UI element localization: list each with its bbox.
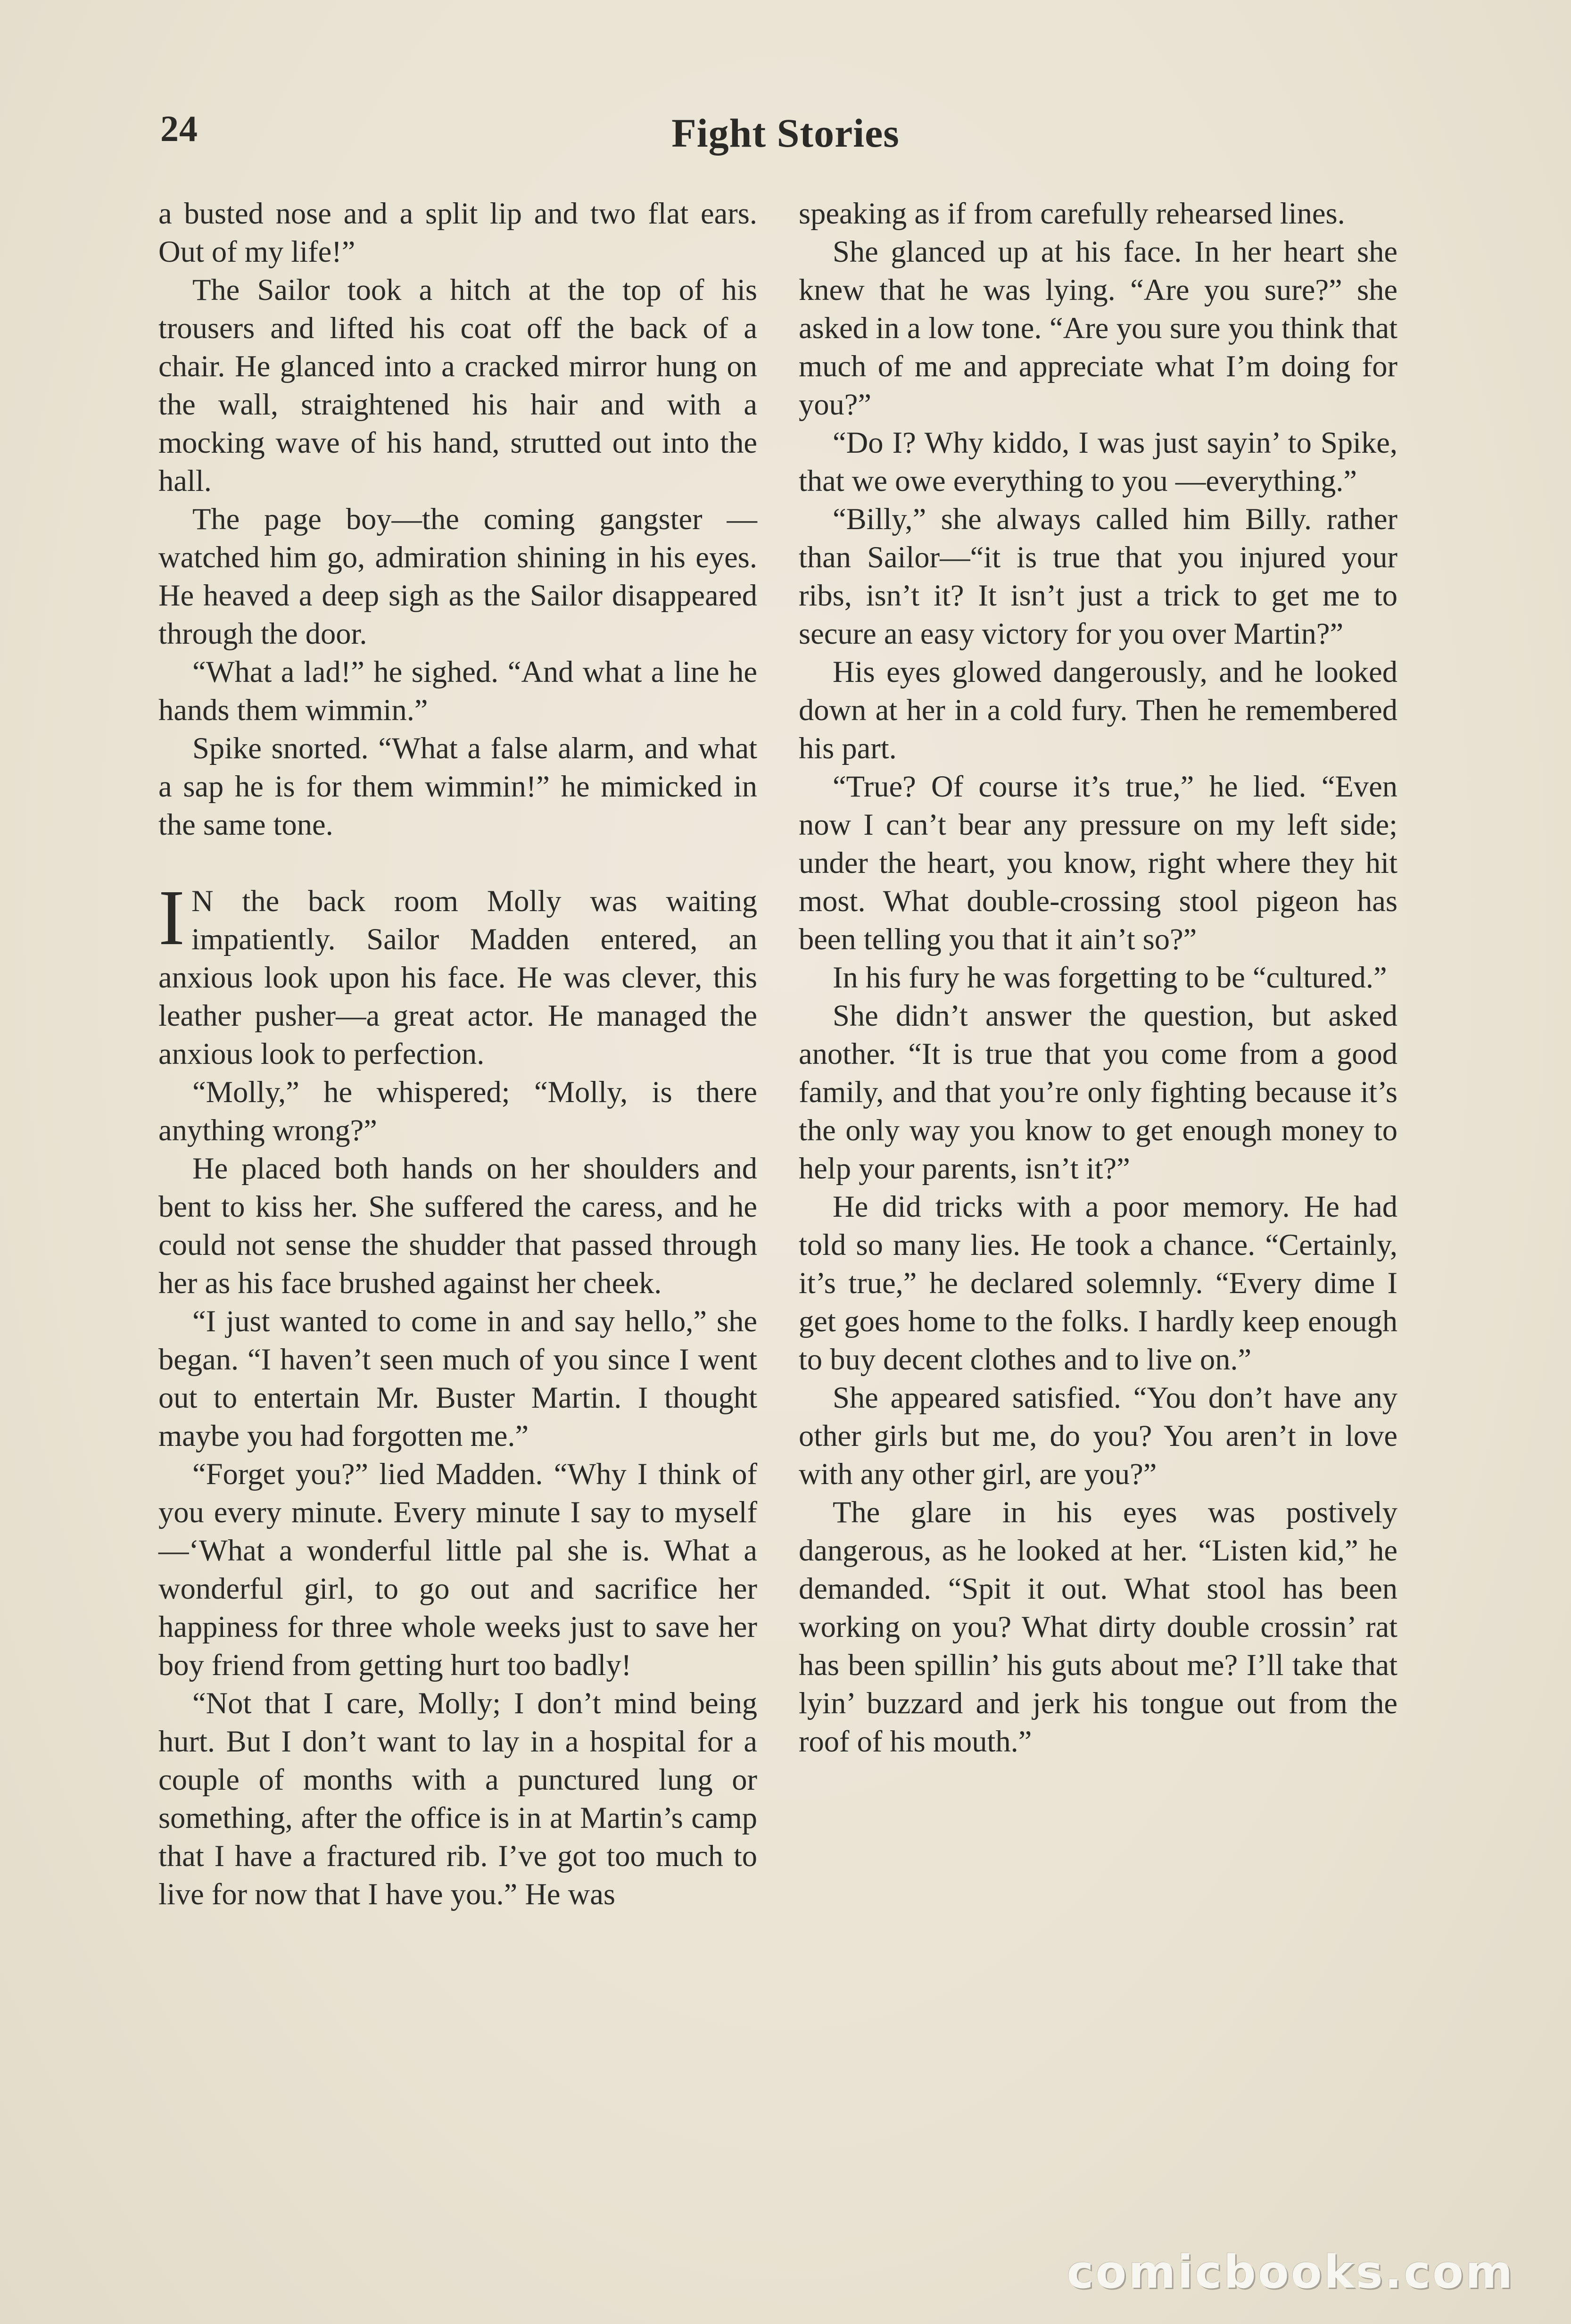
paragraph: She glanced up at his face. In her heart she knew that he was lying. “Are you sure?” she asked in a low tone. “Are you sure you think that much of me and appreciate what I’m doing for you?”: [799, 235, 1397, 421]
paragraph: “Forget you?” lied Madden. “Why I think of you every minute. Every minute I say to myself—‘What a wonderful little pal she is. What a wonderful girl, to go out and sacrifice her happiness for three whole weeks just to save her boy friend from getting hurt too badly!: [158, 1457, 757, 1682]
paragraph: The glare in his eyes was postively dangerous, as he looked at her. “Listen kid,” he demanded. “Spit it out. What stool has been working on you? What dirty double crossin’ rat has been spillin’ his guts about me? I’ll take that lyin’ buzzard and jerk his tongue out from the roof of his mouth.”: [799, 1495, 1397, 1758]
running-head: Fight Stories: [671, 110, 900, 156]
paragraph: He did tricks with a poor memory. He had told so many lies. He took a chance. “Certainly, it’s true,” he declared solemnly. “Every dime I get goes home to the folks. I hardly keep enough to buy decent clothes and to live on.”: [799, 1190, 1397, 1376]
paragraph: In his fury he was forgetting to be “cultured.”: [833, 961, 1387, 994]
left-column: [158, 194, 757, 1913]
section-start-paragraph: [158, 874, 757, 1073]
paragraph: The page boy—the coming gangster —watched him go, admiration shining in his eyes. He heaved a deep sigh as the Sailor disappeared through the door.: [158, 502, 757, 650]
paragraph: “What a lad!” he sighed. “And what a line he hands them wimmin.”: [158, 655, 757, 727]
paragraph: “Molly,” he whispered; “Molly, is there anything wrong?”: [158, 1075, 757, 1147]
paragraph: She didn’t answer the question, but asked another. “It is true that you come from a good family, and that you’re only fighting because it’s the only way you know to get enough money to help your parents, isn’t it?”: [799, 999, 1397, 1185]
paragraph: “Do I? Why kiddo, I was just sayin’ to Spike, that we owe everything to you —everything.”: [799, 426, 1397, 498]
paragraph: She appeared satisfied. “You don’t have any other girls but me, do you? You aren’t in love with any other girl, are you?”: [799, 1381, 1397, 1491]
paragraph: speaking as if from carefully rehearsed lines.: [799, 197, 1345, 230]
section-start-text: N the back room Molly was waiting impatiently. Sailor Madden entered, an anxious look upon his face. He was clever, this leather pusher—a great actor. He managed the anxious look to perfection.: [158, 884, 757, 1071]
watermark-logo: comicbooks.com: [1067, 2246, 1514, 2299]
page-number: 24: [160, 108, 198, 149]
paragraph: “True? Of course it’s true,” he lied. “Even now I can’t bear any pressure on my left side; under the heart, you know, right where they hit most. What double-crossing stool pigeon has been telling you that it ain’t so?”: [799, 770, 1397, 956]
paragraph: Spike snorted. “What a false alarm, and what a sap he is for them wimmin!” he mimicked in the same tone.: [158, 731, 757, 841]
drop-cap: I: [158, 874, 185, 962]
paragraph: His eyes glowed dangerously, and he looked down at her in a cold fury. Then he remembered his part.: [799, 655, 1397, 765]
paragraph: “Not that I care, Molly; I don’t mind being hurt. But I don’t want to lay in a hospital for a couple of months with a punctured lung or something, after the office is in at Martin’s camp that I have a fractured rib. I’ve got too much to live for now that I have you.” He was: [158, 1686, 757, 1911]
paragraph: a busted nose and a split lip and two flat ears. Out of my life!”: [158, 197, 757, 268]
right-column: [799, 194, 1397, 1760]
paragraph: The Sailor took a hitch at the top of his trousers and lifted his coat off the back of a chair. He glanced into a cracked mirror hung on the wall, straightened his hair and with a mocking wave of his hand, strutted out into the hall.: [158, 273, 757, 498]
paragraph: He placed both hands on her shoulders and bent to kiss her. She suffered the caress, and he could not sense the shudder that passed through her as his face brushed against her cheek.: [158, 1152, 757, 1300]
paragraph: “I just wanted to come in and say hello,” she began. “I haven’t seen much of you since I went out to entertain Mr. Buster Martin. I thought maybe you had forgotten me.”: [158, 1304, 757, 1452]
paragraph: “Billy,” she always called him Billy. rather than Sailor—“it is true that you injured your ribs, isn’t it? It isn’t just a trick to get me to secure an easy victory for you over Martin?”: [799, 502, 1397, 650]
